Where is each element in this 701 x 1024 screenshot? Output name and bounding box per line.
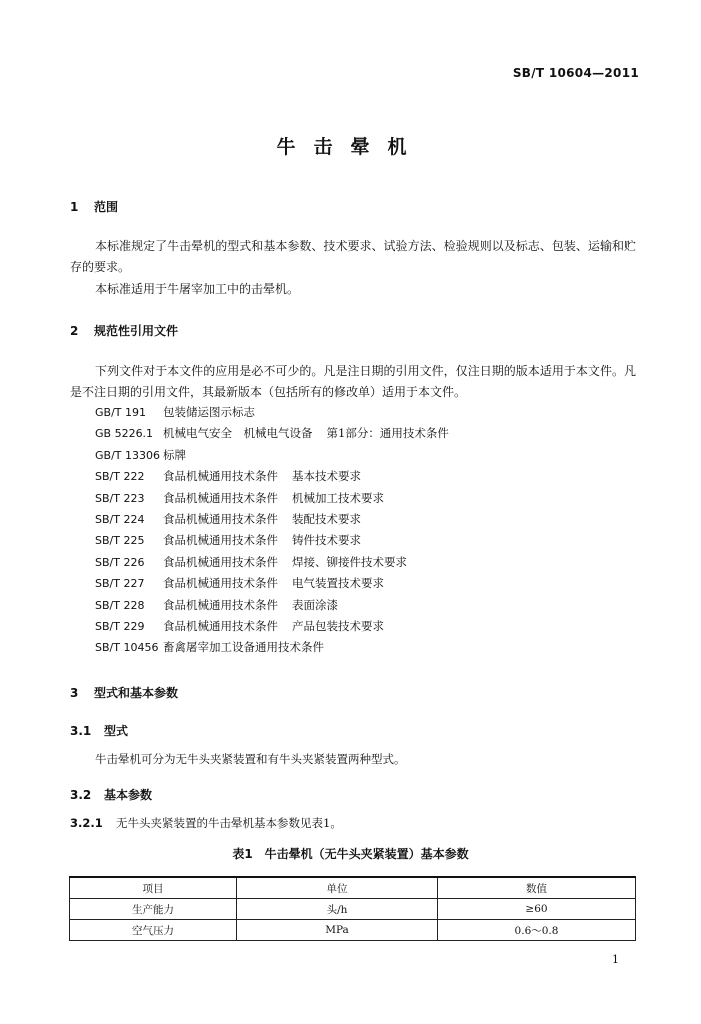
- reference-title: 食品机械通用技术条件: [163, 533, 278, 548]
- reference-title: 食品机械通用技术条件: [163, 618, 278, 633]
- reference-item: [95, 468, 449, 489]
- page-number: 1: [612, 953, 619, 966]
- document-title: 牛击晕机: [276, 136, 425, 158]
- reference-item: [95, 447, 449, 468]
- section-3-1-text: 牛击晕机可分为无牛头夹紧装置和有牛头夹紧装置两种型式。: [95, 752, 406, 766]
- reference-item: [95, 554, 449, 575]
- reference-code: GB/T 13306: [95, 448, 160, 462]
- section-2-heading: [70, 322, 178, 339]
- reference-part: 铸件技术要求: [292, 533, 361, 548]
- reference-part: 产品包装技术要求: [292, 618, 384, 633]
- reference-item: [95, 575, 449, 596]
- table-header-cell: 数值: [438, 877, 636, 899]
- section-title: 型式: [104, 724, 129, 738]
- reference-item: [95, 404, 449, 425]
- table-header-row: [70, 877, 636, 899]
- reference-list: [95, 404, 449, 661]
- section-3-2-1-text: [70, 815, 342, 831]
- reference-title: 包装储运图示标志: [163, 405, 255, 419]
- reference-item: [95, 511, 449, 532]
- section-1-heading: [70, 198, 118, 215]
- reference-title: 标牌: [163, 447, 186, 462]
- clause-text: 无牛头夹紧装置的牛击晕机基本参数见表1。: [116, 816, 342, 830]
- reference-code: SB/T 10456: [95, 641, 159, 655]
- section-number: 1: [70, 200, 79, 214]
- reference-item: [95, 618, 449, 639]
- reference-item: [95, 532, 449, 553]
- reference-code: SB/T 229: [95, 619, 145, 633]
- section-number: 3.2.1: [70, 816, 103, 830]
- scope-paragraph-1: 本标准规定了牛击晕机的型式和基本参数、技术要求、试验方法、检验规则以及标志、包装、运输和贮存的要求。: [70, 239, 636, 274]
- reference-code: SB/T 226: [95, 555, 145, 569]
- section-3-heading: [70, 684, 178, 701]
- table-header-cell: 单位: [237, 877, 438, 899]
- standard-code: SB/T 10604—2011: [512, 66, 639, 80]
- table-row: [70, 920, 636, 941]
- table-row: [70, 899, 636, 920]
- reference-code: GB/T 191: [95, 406, 146, 419]
- reference-code: SB/T 222: [95, 470, 145, 484]
- table-cell: ≥60: [438, 899, 636, 920]
- table-cell: 0.6～0.8: [438, 920, 636, 941]
- reference-code: SB/T 225: [95, 534, 145, 548]
- reference-code: SB/T 223: [95, 491, 145, 505]
- references-intro: 下列文件对于本文件的应用是必不可少的。凡是注日期的引用文件，仅注日期的版本适用于本文件。凡是不注日期的引用文件，其最新版本（包括所有的修改单）适用于本文件。: [70, 364, 636, 399]
- table-header-cell: 项目: [70, 877, 237, 899]
- section-title: 基本参数: [104, 788, 153, 802]
- reference-code: SB/T 227: [95, 577, 145, 591]
- section-title: 型式和基本参数: [94, 686, 179, 700]
- reference-title: 食品机械通用技术条件: [163, 511, 278, 526]
- parameters-table: [69, 876, 636, 941]
- scope-paragraph-2: 本标准适用于牛屠宰加工中的击晕机。: [95, 282, 300, 296]
- reference-title: 食品机械通用技术条件: [163, 597, 278, 612]
- reference-title: 畜禽屠宰加工设备通用技术条件: [163, 640, 324, 655]
- section-title: 规范性引用文件: [94, 324, 179, 338]
- section-number: 3.2: [70, 788, 92, 802]
- reference-part: 装配技术要求: [292, 511, 361, 526]
- reference-part: 机械加工技术要求: [292, 490, 384, 505]
- table-cell: 头/h: [237, 899, 438, 920]
- reference-title: 食品机械通用技术条件: [163, 490, 278, 505]
- table-cell: MPa: [237, 920, 438, 941]
- reference-part: 基本技术要求: [292, 469, 361, 484]
- reference-title: 机械电气安全 机械电气设备: [163, 426, 313, 441]
- section-3-1-heading: [70, 722, 128, 739]
- reference-code: GB 5226.1: [95, 427, 154, 441]
- reference-code: SB/T 228: [95, 598, 145, 612]
- table-cell: 生产能力: [70, 899, 237, 920]
- reference-title: 食品机械通用技术条件: [163, 576, 278, 591]
- reference-item: [95, 425, 449, 446]
- reference-part: 第1部分：通用技术条件: [326, 426, 449, 441]
- reference-item: [95, 490, 449, 511]
- reference-item: [95, 597, 449, 618]
- reference-part: 电气装置技术要求: [292, 576, 384, 591]
- section-number: 3: [70, 686, 79, 700]
- table-cell: 空气压力: [70, 920, 237, 941]
- reference-title: 食品机械通用技术条件: [163, 554, 278, 569]
- section-3-2-heading: [70, 786, 152, 803]
- reference-part: 焊接、铆接件技术要求: [292, 554, 407, 569]
- section-number: 2: [70, 324, 79, 338]
- reference-part: 表面涂漆: [292, 597, 338, 612]
- section-number: 3.1: [70, 724, 92, 738]
- table-caption: 表1 牛击晕机（无牛头夹紧装置）基本参数: [232, 847, 469, 861]
- reference-item: [95, 639, 449, 660]
- reference-title: 食品机械通用技术条件: [163, 469, 278, 484]
- reference-code: SB/T 224: [95, 512, 145, 526]
- section-title: 范围: [94, 200, 119, 214]
